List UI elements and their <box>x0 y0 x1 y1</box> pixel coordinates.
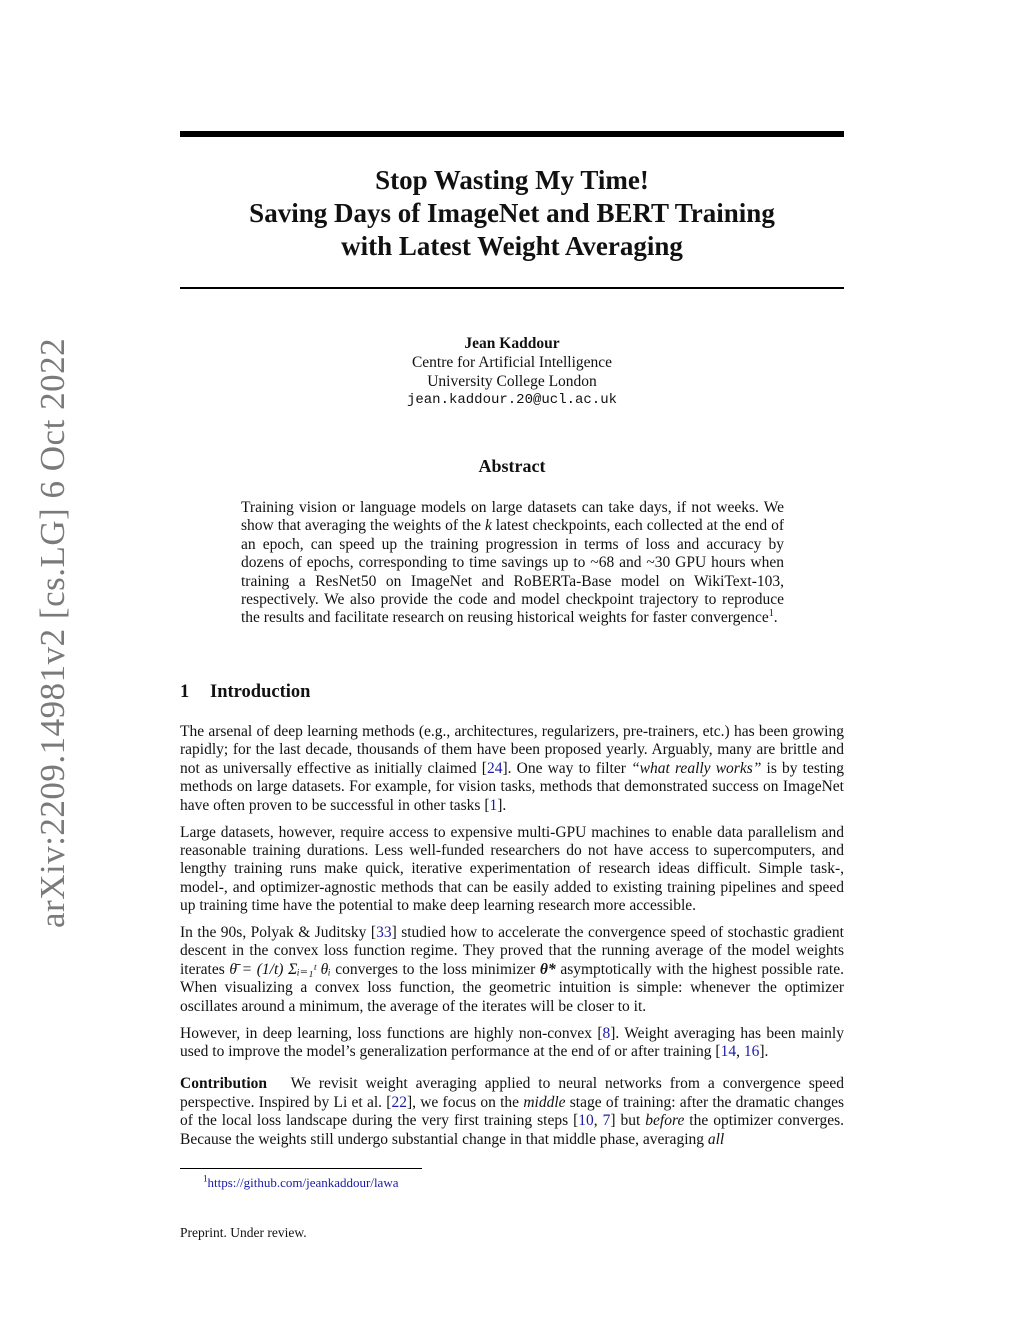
abstract-text <box>241 499 784 628</box>
contrib-a: We revisit weight averaging applied to neural networks from a convergence speed perspective. Inspired by Li et al. [ <box>180 1075 848 1111</box>
contribution-label: Contribution <box>180 1075 267 1093</box>
averaging-formula: θ̄ = (1/t) Σᵢ₌₁ᵗ θᵢ <box>229 960 331 978</box>
paragraph-4 <box>180 1025 844 1062</box>
contribution-paragraph <box>180 1075 848 1149</box>
contrib-em-before: before <box>645 1112 685 1130</box>
paragraph-3 <box>180 924 844 1016</box>
footnote-link[interactable]: https://github.com/jeankaddour/lawa <box>207 1175 399 1190</box>
author-name: Jean Kaddour <box>464 335 560 352</box>
footnote-rule <box>180 1168 422 1169</box>
abstract-footnote-mark[interactable]: 1 <box>768 608 774 620</box>
author-affiliation-1: Centre for Artificial Intelligence <box>411 354 613 371</box>
paragraph-1 <box>180 723 844 815</box>
author-block <box>300 334 724 410</box>
author-affiliation-2: University College London <box>427 373 597 390</box>
contrib-d: ] but <box>610 1112 646 1130</box>
citation-7[interactable]: 7 <box>602 1112 611 1130</box>
title-top-rule <box>180 131 844 137</box>
title-line-2: Saving Days of ImageNet and BERT Training <box>249 198 775 228</box>
footnote-mark: 1 <box>203 1173 208 1184</box>
para4-sep: , <box>736 1043 744 1060</box>
contrib-sep: , <box>593 1112 603 1130</box>
preprint-note: Preprint. Under review. <box>180 1225 307 1240</box>
abstract-k-symbol: k <box>484 517 492 535</box>
para4-a: However, in deep learning, loss functions are highly non-convex [ <box>180 1024 603 1042</box>
citation-8[interactable]: 8 <box>602 1024 611 1042</box>
abstract-heading: Abstract <box>478 456 546 476</box>
para1-b: ]. One way to filter <box>502 759 632 777</box>
para4-d: ]. <box>759 1043 769 1060</box>
para4-b: ]. Weight averaging has been mainly used to improve the model’s generalization performance at the end of or after training [ <box>180 1024 844 1060</box>
contrib-c: stage of training: after the dramatic changes of the local loss landscape during the very first training steps [ <box>180 1093 844 1130</box>
citation-22[interactable]: 22 <box>391 1093 407 1111</box>
title-line-3: with Latest Weight Averaging <box>341 231 683 261</box>
title-line-1: Stop Wasting My Time! <box>375 165 649 195</box>
theta-star: θ* <box>539 960 556 978</box>
body-text <box>180 723 848 1158</box>
title-bottom-rule <box>180 287 844 289</box>
citation-33[interactable]: 33 <box>376 924 392 942</box>
arxiv-stamp: arXiv:2209.14981v2 [cs.LG] 6 Oct 2022 <box>33 337 72 928</box>
contrib-em-middle: middle <box>523 1093 566 1111</box>
citation-24[interactable]: 24 <box>486 759 503 777</box>
para1-a: The arsenal of deep learning methods (e.g., architectures, regularizers, pre-trainers, etc.) has been growing rapidly; for the last decade, thousands of them have been proposed yearly. Arguably, many are brittle and not as universally effective as initially claimed [ <box>180 723 844 777</box>
paper-title <box>180 164 844 263</box>
para3-c: converges to the loss minimizer <box>330 960 540 978</box>
contrib-b: ], we focus on the <box>406 1093 524 1111</box>
contrib-em-all: all <box>707 1130 725 1148</box>
abstract-part-2: latest checkpoints, each collected at the end of an epoch, can speed up the training progression in terms of loss and accuracy by dozens of epochs, corresponding to time savings up to ~68 and ~30 GPU hours when training a ResNet50 on ImageNet and RoBERTa-Base model on WikiText-103, respectively. We also provide the code and model checkpoint trajectory to reproduce the results and facilitate research on reusing historical weights for faster convergence <box>241 517 785 627</box>
paragraph-2: Large datasets, however, require access to expensive multi-GPU machines to enable data parallelism and reasonable training durations. Less well-funded researchers do not have access to supercomputers, and lengthy training runs make quick, iterative experimentation of research ideas difficult. Simple task-, model-, and optimizer-agnostic methods that can be easily added to existing training pipelines and speed up training time have the potential to make deep learning research more accessible. <box>180 823 844 915</box>
para3-b: ] studied how to accelerate the convergence speed of stochastic gradient descent in the convex loss function regime. They proved that the running average of the model weights iterates <box>180 924 844 978</box>
para3-a: In the 90s, Polyak & Juditsky [ <box>180 924 377 942</box>
citation-14[interactable]: 14 <box>720 1043 737 1060</box>
para1-d: ]. <box>497 796 507 814</box>
author-email[interactable]: jean.kaddour.20@ucl.ac.uk <box>406 392 618 408</box>
footnote <box>203 1175 399 1191</box>
contrib-e: the optimizer converges. Because the weights still undergo substantial change in that middle phase, averaging <box>180 1112 845 1148</box>
abstract-end: . <box>773 609 778 627</box>
section-number: 1 <box>180 682 190 702</box>
para1-c: is by testing methods on large datasets. For example, for vision tasks, methods that demonstrated success on ImageNet have often proven to be successful in other tasks [ <box>180 759 844 814</box>
section-heading <box>180 682 310 703</box>
para3-d: asymptotically with the highest possible rate. When visualizing a convex loss function, the geometric intuition is simple: whenever the optimizer oscillates around a minimum, the average of the iterates will be closer to it. <box>180 960 844 1015</box>
para1-emphasis: “what really works” <box>631 759 762 777</box>
citation-10[interactable]: 10 <box>578 1112 594 1130</box>
section-title: Introduction <box>210 682 311 702</box>
abstract-part-1: Training vision or language models on large datasets can take days, if not weeks. We show that averaging the weights of the <box>241 499 784 535</box>
citation-1[interactable]: 1 <box>489 796 498 814</box>
citation-16[interactable]: 16 <box>743 1043 760 1060</box>
